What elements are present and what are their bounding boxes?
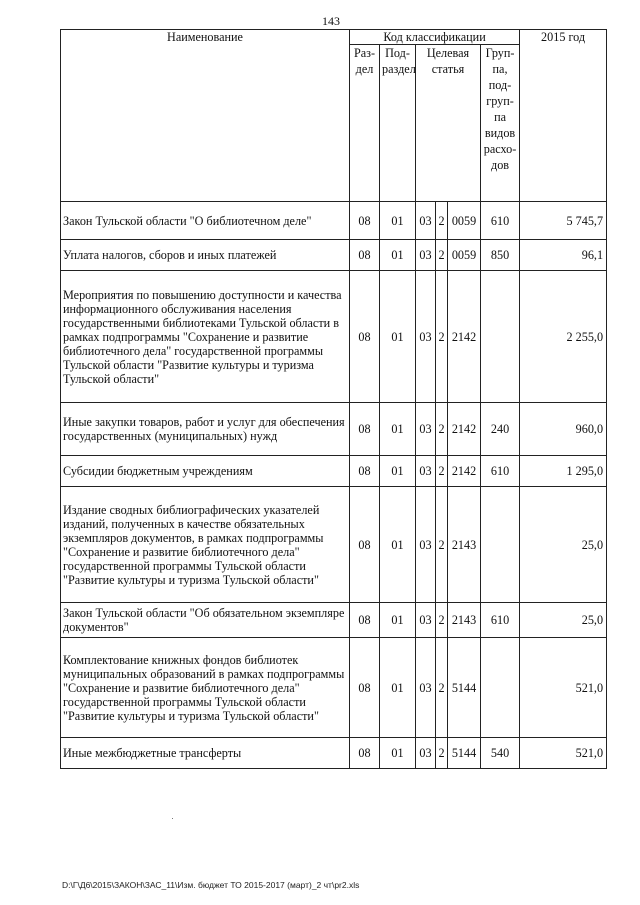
row-name: Иные межбюджетные трансферты (61, 738, 350, 769)
row-group (481, 638, 520, 738)
row-target-program: 03 (416, 738, 436, 769)
table-row (61, 403, 607, 456)
row-subsection: 01 (380, 403, 416, 456)
row-subsection: 01 (380, 456, 416, 487)
row-target-direction: 2143 (448, 487, 481, 603)
row-target-direction: 2143 (448, 603, 481, 638)
row-target-subprogram: 2 (436, 456, 448, 487)
row-amount: 960,0 (520, 403, 607, 456)
row-target-direction: 0059 (448, 240, 481, 271)
row-section: 08 (350, 403, 380, 456)
row-group (481, 487, 520, 603)
row-subsection: 01 (380, 240, 416, 271)
row-amount: 25,0 (520, 487, 607, 603)
page-number: 143 (322, 14, 340, 28)
table-row (61, 638, 607, 738)
row-name: Закон Тульской области "О библиотечном деле" (61, 202, 350, 240)
row-subsection: 01 (380, 487, 416, 603)
row-amount: 96,1 (520, 240, 607, 271)
row-group: 610 (481, 603, 520, 638)
table-row (61, 487, 607, 603)
footer-file-path: D:\Г\Д6\2015\ЗАКОН\ЗАС_11\Изм. бюджет ТО 2015-2017 (март)_2 чт\pr2.xls (62, 880, 360, 890)
row-group: 850 (481, 240, 520, 271)
row-name: Уплата налогов, сборов и иных платежей (61, 240, 350, 271)
row-subsection: 01 (380, 638, 416, 738)
row-target-direction: 2142 (448, 403, 481, 456)
row-target-subprogram: 2 (436, 603, 448, 638)
row-name: Комплектование книжных фондов библиотек муниципальных образований в рамках подпрограммы "Сохранение и развитие библиотечного дела" государственной программы Тульской области "Развитие культуры и туризма Тульской области" (61, 638, 350, 738)
row-target-program: 03 (416, 271, 436, 403)
row-amount: 1 295,0 (520, 456, 607, 487)
row-target-subprogram: 2 (436, 487, 448, 603)
row-section: 08 (350, 603, 380, 638)
row-target-program: 03 (416, 403, 436, 456)
row-group: 240 (481, 403, 520, 456)
row-group: 610 (481, 202, 520, 240)
header-subsection: Под- раздел (380, 45, 416, 202)
row-group (481, 271, 520, 403)
header-group: Груп- па, под- груп- па видов расхо- дов (481, 45, 520, 202)
table-row (61, 603, 607, 638)
row-section: 08 (350, 456, 380, 487)
row-section: 08 (350, 240, 380, 271)
header-year: 2015 год (520, 30, 607, 202)
row-name: Мероприятия по повышению доступности и качества информационного обслуживания населения государственными библиотеками Тульской области в рамках подпрограммы "Сохранение и развитие библиотечного дела" государственной программы Тульской области "Развитие культуры и туризма Тульской области" (61, 271, 350, 403)
row-section: 08 (350, 271, 380, 403)
row-target-program: 03 (416, 638, 436, 738)
row-subsection: 01 (380, 271, 416, 403)
row-target-subprogram: 2 (436, 638, 448, 738)
row-target-program: 03 (416, 240, 436, 271)
header-section: Раз- дел (350, 45, 380, 202)
header-code: Код классификации (350, 30, 520, 45)
table-row (61, 202, 607, 240)
header-name: Наименование (61, 30, 350, 202)
row-amount: 521,0 (520, 738, 607, 769)
row-target-subprogram: 2 (436, 240, 448, 271)
row-amount: 5 745,7 (520, 202, 607, 240)
table-row (61, 456, 607, 487)
scan-dot (172, 818, 173, 819)
row-subsection: 01 (380, 738, 416, 769)
row-target-program: 03 (416, 202, 436, 240)
table-row (61, 738, 607, 769)
row-target-program: 03 (416, 456, 436, 487)
row-section: 08 (350, 202, 380, 240)
row-subsection: 01 (380, 202, 416, 240)
row-target-direction: 0059 (448, 202, 481, 240)
row-target-subprogram: 2 (436, 271, 448, 403)
budget-table (60, 29, 607, 769)
row-subsection: 01 (380, 603, 416, 638)
row-target-subprogram: 2 (436, 202, 448, 240)
row-section: 08 (350, 738, 380, 769)
row-name: Закон Тульской области "Об обязательном экземпляре документов" (61, 603, 350, 638)
row-target-direction: 2142 (448, 271, 481, 403)
row-amount: 2 255,0 (520, 271, 607, 403)
row-group: 540 (481, 738, 520, 769)
table-row (61, 271, 607, 403)
row-section: 08 (350, 487, 380, 603)
row-name: Субсидии бюджетным учреждениям (61, 456, 350, 487)
row-target-direction: 2142 (448, 456, 481, 487)
header-target: Целевая статья (416, 45, 481, 202)
row-amount: 25,0 (520, 603, 607, 638)
row-target-subprogram: 2 (436, 403, 448, 456)
row-group: 610 (481, 456, 520, 487)
table-row (61, 240, 607, 271)
row-amount: 521,0 (520, 638, 607, 738)
row-name: Иные закупки товаров, работ и услуг для обеспечения государственных (муниципальных) нужд (61, 403, 350, 456)
row-target-program: 03 (416, 487, 436, 603)
row-section: 08 (350, 638, 380, 738)
row-name: Издание сводных библиографических указателей изданий, полученных в качестве обязательных экземпляров документов, в рамках подпрограммы "Сохранение и развитие библиотечного дела" государственной программы Тульской области "Развитие культуры и туризма Тульской области" (61, 487, 350, 603)
row-target-program: 03 (416, 603, 436, 638)
row-target-direction: 5144 (448, 738, 481, 769)
row-target-direction: 5144 (448, 638, 481, 738)
row-target-subprogram: 2 (436, 738, 448, 769)
header-row-top (61, 30, 607, 45)
